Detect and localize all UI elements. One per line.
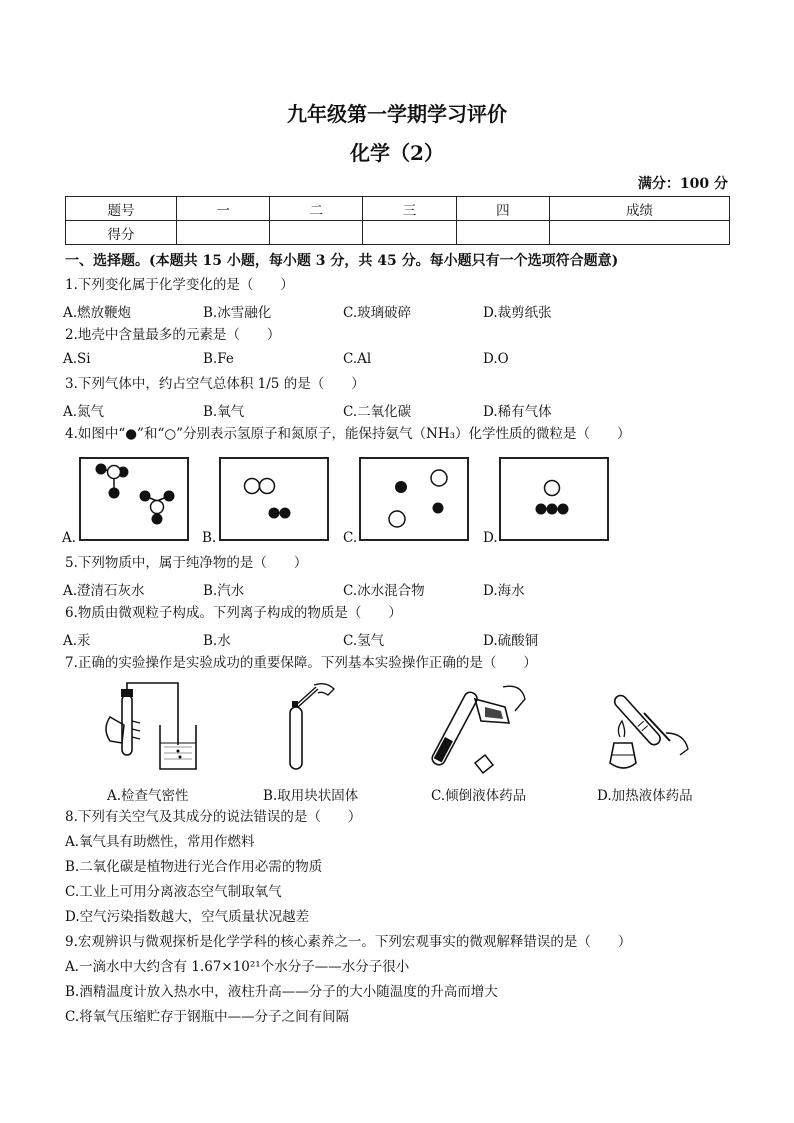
option[interactable]: C. — [343, 530, 358, 546]
option[interactable]: D.加热液体药品 — [597, 788, 693, 804]
lab-illustration-heating — [600, 681, 695, 785]
table-cell: 成绩 — [549, 197, 729, 221]
option[interactable]: A.Si — [63, 351, 91, 367]
option[interactable]: C.氢气 — [343, 633, 385, 649]
question-stem: 4.如图中“●”和“○”分别表示氢原子和氮原子，能保持氨气（NH₃）化学性质的微粒是（ ） — [65, 426, 631, 442]
nitrogen-atom — [389, 511, 405, 527]
option[interactable]: D.海水 — [483, 583, 525, 599]
table-cell: 一 — [177, 197, 270, 221]
option[interactable]: B.酒精温度计放入热水中，液柱升高——分子的大小随温度的升高而增大 — [65, 984, 498, 1000]
hydrogen-atom — [280, 508, 291, 519]
option[interactable]: B.汽水 — [203, 583, 245, 599]
option[interactable]: A. — [62, 530, 77, 546]
question-stem: 6.物质由微观粒子构成。下列离子构成的物质是（ ） — [65, 605, 402, 621]
option[interactable]: B. — [202, 530, 217, 546]
table-cell: 得分 — [66, 221, 177, 245]
option[interactable]: D.稀有气体 — [483, 404, 552, 420]
section-heading: 一、选择题。(本题共 15 小题，每小题 3 分，共 45 分。每小题只有一个选项符合题意) — [65, 253, 619, 269]
option[interactable]: D.空气污染指数越大，空气质量状况越差 — [65, 909, 310, 925]
option[interactable]: A.一滴水中大约含有 1.67×10²¹个水分子——水分子很小 — [65, 959, 410, 975]
option[interactable]: A.汞 — [63, 633, 91, 649]
option[interactable]: B.氧气 — [203, 404, 245, 420]
option[interactable]: D.裁剪纸张 — [483, 305, 552, 321]
option[interactable]: B.取用块状固体 — [263, 788, 359, 804]
question-stem: 3.下列气体中，约占空气总体积 1/5 的是（ ） — [65, 376, 365, 392]
nitrogen-atom — [431, 470, 447, 486]
option[interactable]: B.冰雪融化 — [203, 305, 272, 321]
nitrogen-atom — [260, 479, 275, 494]
molecule-diagram-a — [79, 457, 189, 541]
option[interactable]: D.O — [483, 351, 509, 367]
option[interactable]: C.倾倒液体药品 — [431, 788, 527, 804]
hydrogen-atom — [152, 514, 163, 525]
hydrogen-atom — [547, 504, 558, 515]
option[interactable]: D. — [483, 530, 498, 546]
table-cell: 题号 — [66, 197, 177, 221]
option[interactable]: B.水 — [203, 633, 231, 649]
option[interactable]: C.二氧化碳 — [343, 404, 412, 420]
score-input-cell[interactable] — [456, 221, 549, 245]
question-stem: 8.下列有关空气及其成分的说法错误的是（ ） — [65, 809, 362, 825]
question-stem: 1.下列变化属于化学变化的是（ ） — [65, 277, 294, 293]
score-input-cell[interactable] — [270, 221, 363, 245]
table-row — [66, 197, 730, 221]
hydrogen-atom — [536, 504, 547, 515]
nitrogen-atom — [151, 501, 164, 514]
option[interactable]: D.硫酸铜 — [483, 633, 539, 649]
question-stem: 9.宏观辨识与微观探析是化学学科的核心素养之一。下列宏观事实的微观解释错误的是（ ） — [65, 934, 632, 950]
hydrogen-atom — [269, 508, 280, 519]
lab-illustration-airtightness — [100, 681, 205, 785]
table-cell: 三 — [363, 197, 456, 221]
lab-illustration-pouring — [425, 681, 535, 785]
score-input-cell[interactable] — [363, 221, 456, 245]
molecule-diagram-c — [359, 457, 469, 541]
option[interactable]: C.玻璃破碎 — [343, 305, 412, 321]
option[interactable]: C.工业上可用分离液态空气制取氧气 — [65, 884, 282, 900]
table-cell: 四 — [456, 197, 549, 221]
nitrogen-atom — [545, 481, 560, 496]
table-row — [66, 221, 730, 245]
full-score: 满分：100 分 — [637, 176, 728, 192]
option[interactable]: C.Al — [343, 351, 372, 367]
hydrogen-atom — [433, 503, 444, 514]
nitrogen-atom — [108, 466, 121, 479]
question-stem: 2.地壳中含量最多的元素是（ ） — [65, 327, 281, 343]
nitrogen-atom — [245, 479, 260, 494]
hydrogen-atom — [558, 504, 569, 515]
option[interactable]: A.氮气 — [63, 404, 105, 420]
option[interactable]: A.氧气具有助燃性，常用作燃料 — [65, 834, 255, 850]
hydrogen-atom — [96, 464, 107, 475]
hydrogen-atom — [109, 488, 120, 499]
question-stem: 5.下列物质中，属于纯净物的是（ ） — [65, 555, 308, 571]
option[interactable]: C.冰水混合物 — [343, 583, 425, 599]
hydrogen-atom — [164, 491, 175, 502]
molecule-diagram-d — [499, 457, 609, 541]
page-subtitle: 化学（2） — [350, 141, 444, 165]
hydrogen-atom — [395, 481, 407, 493]
option[interactable]: A.检查气密性 — [107, 788, 189, 804]
option[interactable]: A.燃放鞭炮 — [63, 305, 132, 321]
option[interactable]: A.澄清石灰水 — [63, 583, 145, 599]
question-stem: 7.正确的实验操作是实验成功的重要保障。下列基本实验操作正确的是（ ） — [65, 655, 537, 671]
option[interactable]: B.Fe — [203, 351, 234, 367]
score-table — [65, 196, 730, 245]
score-input-cell[interactable] — [549, 221, 729, 245]
table-cell: 二 — [270, 197, 363, 221]
lab-illustration-solid — [270, 681, 350, 785]
score-input-cell[interactable] — [177, 221, 270, 245]
page-title: 九年级第一学期学习评价 — [287, 102, 507, 126]
hydrogen-atom — [140, 491, 151, 502]
option[interactable]: B.二氧化碳是植物进行光合作用必需的物质 — [65, 859, 323, 875]
molecule-diagram-b — [219, 457, 329, 541]
option[interactable]: C.将氧气压缩贮存于钢瓶中——分子之间有间隔 — [65, 1009, 350, 1025]
